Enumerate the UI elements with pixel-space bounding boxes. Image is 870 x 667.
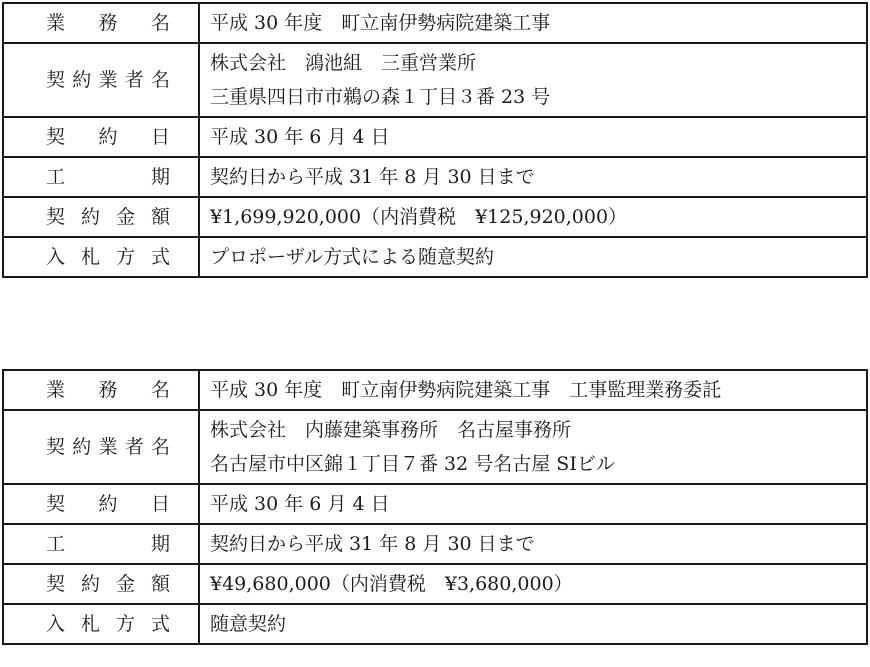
row-gyomu [3, 370, 867, 410]
value-method: 随意契約 [199, 604, 867, 644]
value-period: 契約日から平成 31 年 8 月 30 日まで [199, 524, 867, 564]
row-contractor [3, 410, 867, 484]
contractor-address: 名古屋市中区錦１丁目７番 32 号名古屋 SIビル [210, 453, 615, 475]
label-date: 契約日 [3, 484, 199, 524]
label-contractor: 契約業者名 [3, 43, 199, 117]
value-amount: ¥49,680,000（内消費税 ¥3,680,000） [199, 564, 867, 604]
value-method: プロポーザル方式による随意契約 [199, 237, 867, 277]
row-contractor [3, 43, 867, 117]
row-gyomu [3, 3, 867, 43]
row-method [3, 237, 867, 277]
value-period: 契約日から平成 31 年 8 月 30 日まで [199, 157, 867, 197]
value-gyomu: 平成 30 年度 町立南伊勢病院建築工事 [199, 3, 867, 43]
label-amount: 契約金額 [3, 197, 199, 237]
value-contractor [199, 43, 867, 117]
contract-table-2 [2, 369, 868, 645]
value-date: 平成 30 年 6 月 4 日 [199, 117, 867, 157]
label-date: 契約日 [3, 117, 199, 157]
label-method: 入札方式 [3, 604, 199, 644]
row-period [3, 157, 867, 197]
value-gyomu: 平成 30 年度 町立南伊勢病院建築工事 工事監理業務委託 [199, 370, 867, 410]
row-date [3, 484, 867, 524]
row-amount [3, 564, 867, 604]
label-amount: 契約金額 [3, 564, 199, 604]
value-amount: ¥1,699,920,000（内消費税 ¥125,920,000） [199, 197, 867, 237]
label-period: 工期 [3, 524, 199, 564]
label-gyomu: 業務名 [3, 3, 199, 43]
contractor-name: 株式会社 内藤建築事務所 名古屋事務所 [210, 419, 572, 441]
value-date: 平成 30 年 6 月 4 日 [199, 484, 867, 524]
row-period [3, 524, 867, 564]
contract-table-1 [2, 2, 868, 278]
value-contractor [199, 410, 867, 484]
label-method: 入札方式 [3, 237, 199, 277]
label-contractor: 契約業者名 [3, 410, 199, 484]
row-method [3, 604, 867, 644]
label-period: 工期 [3, 157, 199, 197]
contractor-name: 株式会社 鴻池組 三重営業所 [210, 52, 477, 74]
label-gyomu: 業務名 [3, 370, 199, 410]
contractor-address: 三重県四日市市鵜の森１丁目３番 23 号 [210, 86, 551, 108]
row-date [3, 117, 867, 157]
row-amount [3, 197, 867, 237]
